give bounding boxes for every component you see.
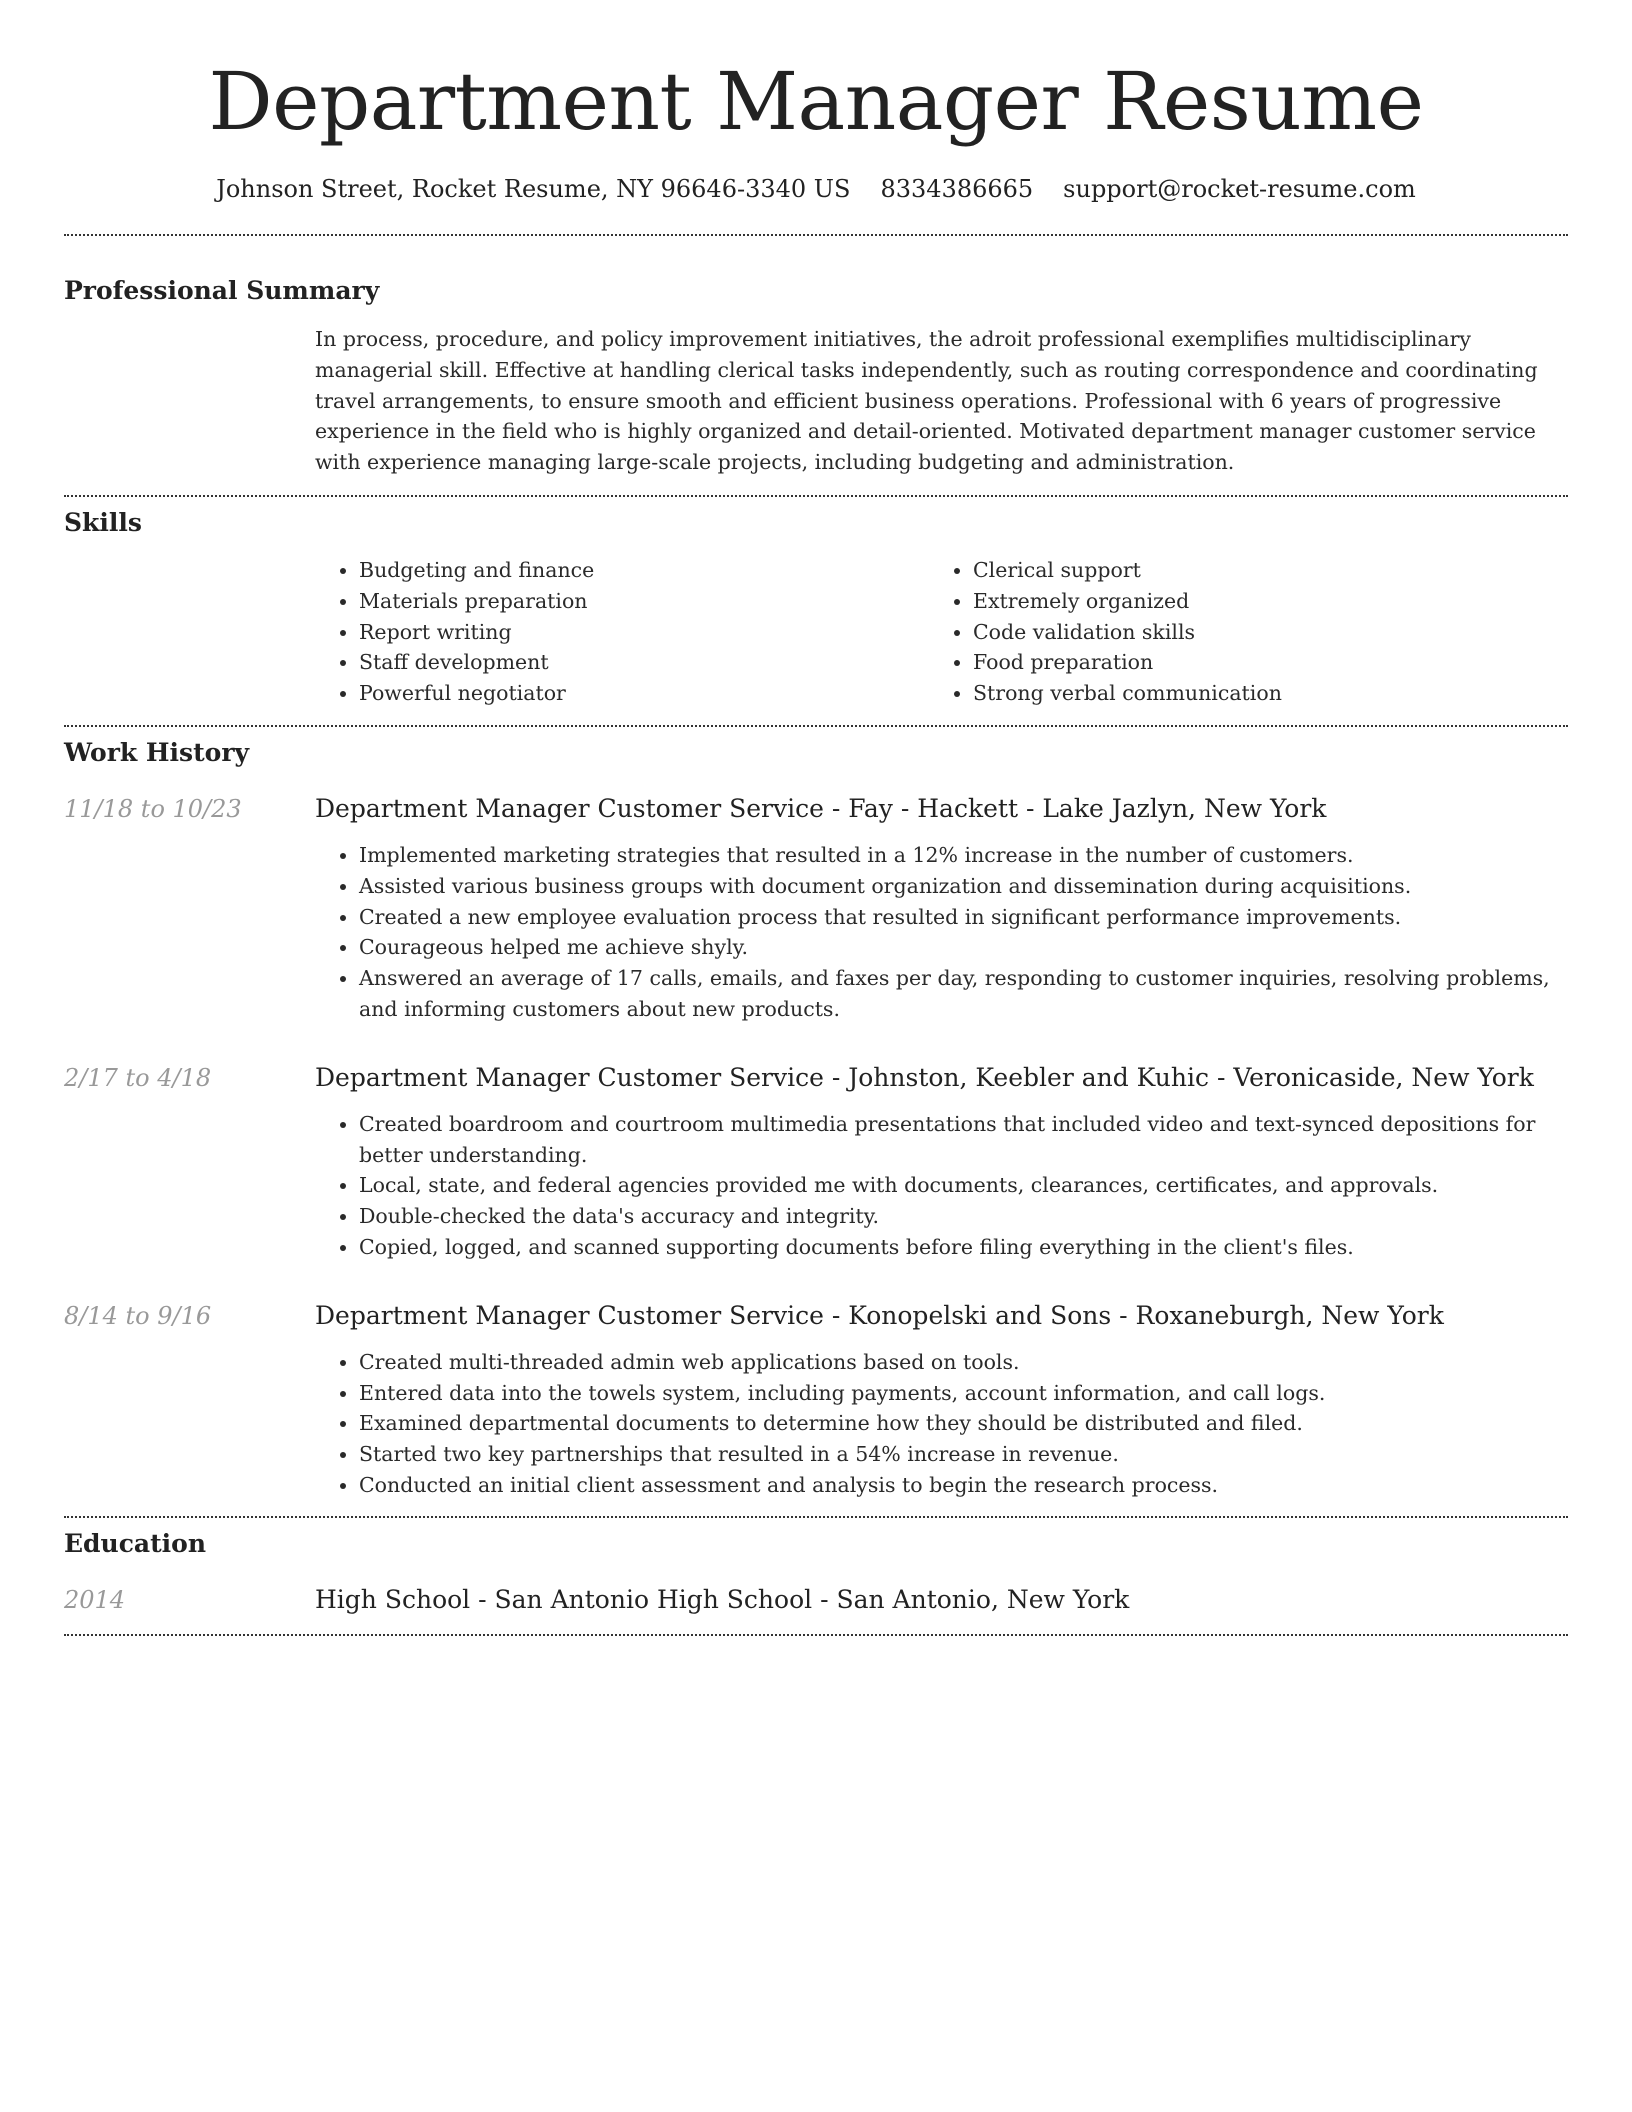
job-title: Department Manager Customer Service - Johnston, Keebler and Kuhic - Veronicaside, New York — [315, 1062, 1534, 1092]
skills-list-left — [315, 555, 929, 709]
section-title-work: Work History — [64, 737, 250, 767]
job-dates: 2/17 to 4/18 — [64, 1063, 212, 1092]
section-title-education: Education — [64, 1528, 207, 1558]
job-bullet: • Entered data into the towels system, including payments, account information, and call logs. — [359, 1378, 1568, 1409]
skills-section — [64, 506, 1568, 709]
education-entry — [64, 1583, 1568, 1617]
divider — [64, 1516, 1568, 1518]
skill-item: • Extremely organized — [973, 586, 1543, 617]
job-entry — [64, 1061, 1568, 1263]
job-bullet: • Copied, logged, and scanned supporting documents before filing everything in the client's files. — [359, 1232, 1568, 1263]
job-bullet: • Created boardroom and courtroom multimedia presentations that included video and text-synced depositions for better understanding. — [359, 1109, 1568, 1171]
job-title: Department Manager Customer Service - Fay - Hackett - Lake Jazlyn, New York — [315, 793, 1327, 823]
skill-item: • Staff development — [359, 647, 929, 678]
work-history-section — [64, 736, 1568, 1501]
job-bullet: • Implemented marketing strategies that resulted in a 12% increase in the number of customers. — [359, 840, 1568, 871]
skills-list-right — [929, 555, 1543, 709]
resume-page — [64, 0, 1568, 1636]
summary-section — [64, 274, 1568, 478]
skill-item: • Food preparation — [973, 647, 1543, 678]
divider — [64, 495, 1568, 497]
contact-email: support@rocket-resume.com — [1063, 175, 1416, 203]
job-title: Department Manager Customer Service - Konopelski and Sons - Roxaneburgh, New York — [315, 1300, 1444, 1330]
skill-item: • Report writing — [359, 617, 929, 648]
job-bullet: • Started two key partnerships that resulted in a 54% increase in revenue. — [359, 1439, 1568, 1470]
divider — [64, 725, 1568, 727]
job-dates: 11/18 to 10/23 — [64, 794, 242, 823]
skill-item: • Budgeting and finance — [359, 555, 929, 586]
contact-phone: 8334386665 — [880, 175, 1034, 203]
job-bullet: • Conducted an initial client assessment and analysis to begin the research process. — [359, 1470, 1568, 1501]
skills-columns — [315, 555, 1568, 709]
job-bullet: • Double-checked the data's accuracy and integrity. — [359, 1201, 1568, 1232]
job-bullet: • Courageous helped me achieve shyly. — [359, 932, 1568, 963]
job-bullets — [315, 1347, 1568, 1501]
skill-item: • Code validation skills — [973, 617, 1543, 648]
job-entry — [64, 1299, 1568, 1501]
skill-item: • Powerful negotiator — [359, 678, 929, 709]
resume-title: Department Manager Resume — [208, 55, 1424, 148]
job-bullet: • Created a new employee evaluation process that resulted in significant performance improvements. — [359, 902, 1568, 933]
skill-item: • Materials preparation — [359, 586, 929, 617]
education-title: High School - San Antonio High School - San Antonio, New York — [315, 1584, 1130, 1614]
skill-item: • Strong verbal communication — [973, 678, 1543, 709]
resume-header — [64, 0, 1568, 206]
job-bullet: • Created multi-threaded admin web applications based on tools. — [359, 1347, 1568, 1378]
divider — [64, 234, 1568, 236]
summary-text: In process, procedure, and policy improvement initiatives, the adroit professional exemplifies multidisciplinary managerial skill. Effective at handling clerical tasks independently, such as routing correspondence and coordinating travel arrangements, to ensure smooth and efficient business operations. Professional with 6 years of progressive experience in the field who is highly organized and detail-oriented. Motivated department manager customer service with experience managing large-scale projects, including budgeting and administration. — [315, 327, 1538, 475]
contact-line — [64, 172, 1568, 206]
section-title-skills: Skills — [64, 507, 142, 537]
section-title-summary: Professional Summary — [64, 276, 380, 305]
job-bullets — [315, 840, 1568, 1025]
job-bullets — [315, 1109, 1568, 1263]
divider — [64, 1634, 1568, 1636]
job-bullet: • Assisted various business groups with document organization and dissemination during acquisitions. — [359, 871, 1568, 902]
job-bullet: • Answered an average of 17 calls, emails, and faxes per day, responding to customer inquiries, resolving problems, and informing customers about new products. — [359, 963, 1568, 1025]
skill-item: • Clerical support — [973, 555, 1543, 586]
job-bullet: • Examined departmental documents to determine how they should be distributed and filed. — [359, 1408, 1568, 1439]
contact-address: Johnson Street, Rocket Resume, NY 96646-3340 US — [216, 175, 851, 203]
education-section — [64, 1527, 1568, 1617]
job-entry — [64, 792, 1568, 1025]
education-date: 2014 — [64, 1585, 126, 1614]
job-dates: 8/14 to 9/16 — [64, 1301, 212, 1330]
job-bullet: • Local, state, and federal agencies provided me with documents, clearances, certificates, and approvals. — [359, 1170, 1568, 1201]
